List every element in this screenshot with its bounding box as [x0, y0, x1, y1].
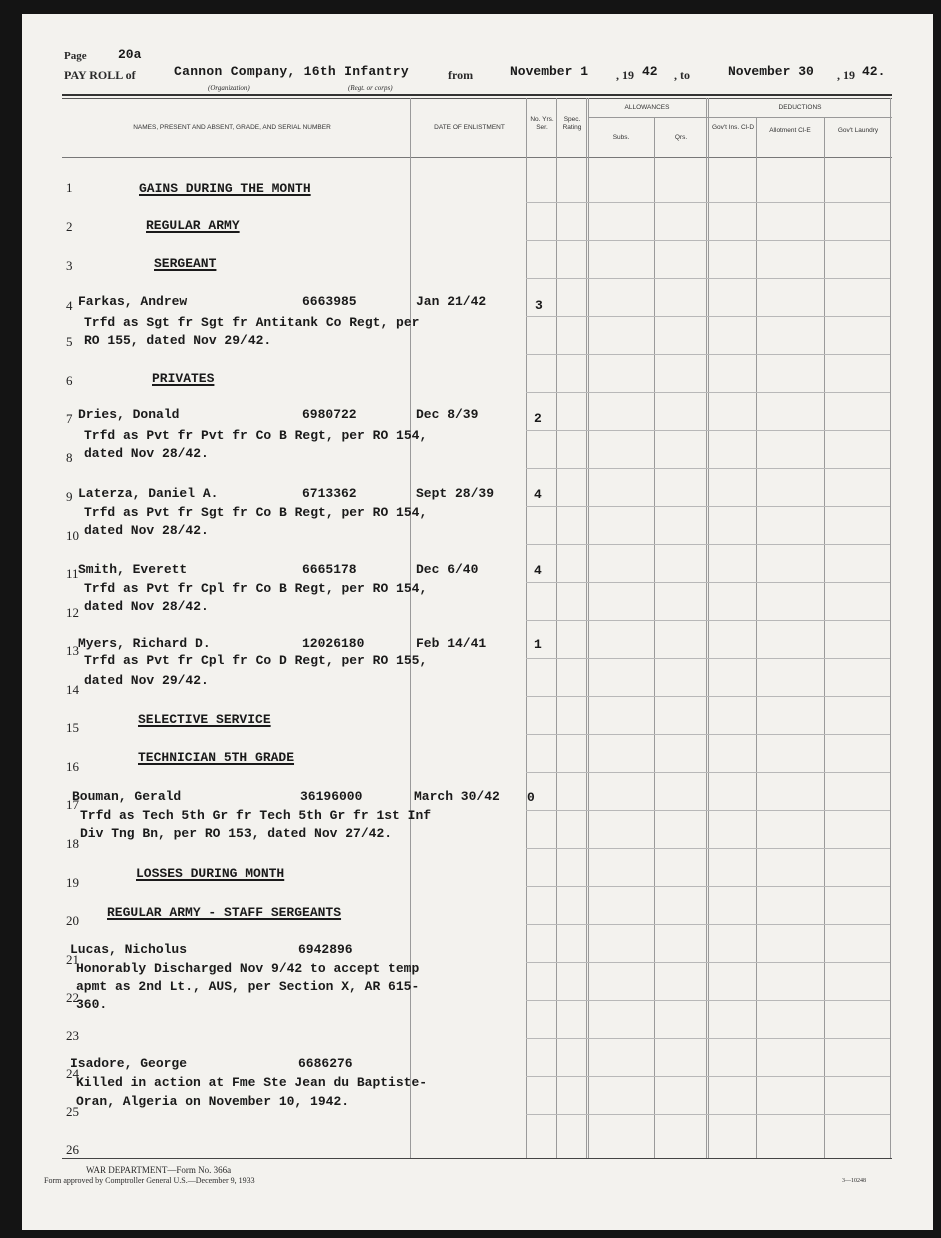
entry-serial: 6980722	[302, 407, 357, 422]
col-line	[588, 98, 589, 1158]
col-line	[708, 98, 709, 1158]
row-number: 16	[66, 759, 79, 774]
row-number: 19	[66, 875, 79, 890]
col-allowances-header: ALLOWANCES	[624, 104, 670, 111]
entry-serial: 6942896	[298, 942, 353, 957]
to-date: November 30	[728, 64, 814, 79]
entry-enlistment-date: Dec 8/39	[416, 407, 479, 422]
entry-remark: Trfd as Pvt fr Cpl fr Co B Regt, per RO 154,	[84, 581, 428, 596]
form-approval: Form approved by Comptroller General U.S.—December 9, 1933	[44, 1176, 255, 1185]
row-number: 24	[66, 1066, 79, 1081]
row-number: 26	[66, 1142, 79, 1157]
entry-remark: dated Nov 28/42.	[84, 523, 209, 538]
entry-remark: Trfd as Pvt fr Cpl fr Co D Regt, per RO 155,	[84, 653, 428, 668]
col-line	[586, 98, 587, 1158]
from-label: from	[448, 68, 474, 82]
row-number: 3	[66, 258, 73, 273]
entry-name: Bouman, Gerald	[72, 789, 182, 804]
entry-years: 1	[534, 637, 542, 652]
col-names-header: NAMES, PRESENT AND ABSENT, GRADE, AND SERIAL NUMBER	[133, 124, 331, 131]
entry-serial: 6686276	[298, 1056, 353, 1071]
row-number: 4	[66, 298, 73, 313]
entry-name: Smith, Everett	[78, 562, 188, 577]
entry-remark: Trfd as Tech 5th Gr fr Tech 5th Gr fr 1st Inf	[80, 808, 432, 823]
page-label: Page	[64, 50, 87, 62]
regt-sublabel: (Regt. or corps)	[348, 84, 393, 92]
entry-remark: Trfd as Pvt fr Pvt fr Co B Regt, per RO 154,	[84, 428, 428, 443]
col-line	[410, 98, 411, 1158]
row-number: 10	[66, 528, 79, 543]
entry-remark: Div Tng Bn, per RO 153, dated Nov 27/42.	[80, 826, 393, 841]
row-number: 1	[66, 180, 73, 195]
entry-serial: 36196000	[300, 789, 363, 804]
row-number: 22	[66, 990, 79, 1005]
row-number: 2	[66, 219, 73, 234]
header-bottom-rule	[62, 157, 892, 158]
section-heading: LOSSES DURING MONTH	[136, 866, 285, 881]
row-number: 12	[66, 605, 79, 620]
entry-remark: Oran, Algeria on November 10, 1942.	[76, 1094, 350, 1109]
section-heading: PRIVATES	[152, 371, 215, 386]
entry-name: Myers, Richard D.	[78, 636, 211, 651]
page-number: 20a	[118, 47, 142, 62]
row-number: 9	[66, 489, 73, 504]
row-number: 6	[66, 373, 73, 388]
col-govt-ins-header: Gov't Ins. Cl-D	[711, 124, 755, 131]
form-number: WAR DEPARTMENT—Form No. 366a	[86, 1165, 232, 1175]
payroll-sheet	[22, 14, 933, 1230]
form-code: 3—10248	[842, 1178, 866, 1184]
col-yrs-header: No. Yrs. Ser.	[530, 116, 554, 131]
entry-name: Farkas, Andrew	[78, 294, 188, 309]
col-qrs-header: Qrs.	[674, 134, 688, 141]
entry-remark: dated Nov 29/42.	[84, 673, 209, 688]
entry-enlistment-date: Sept 28/39	[416, 486, 495, 501]
col-spec-header: Spec. Rating	[562, 116, 582, 131]
col-line	[706, 98, 707, 1158]
col-line	[556, 98, 557, 1158]
col-line	[756, 118, 757, 1158]
organization: Cannon Company, 16th Infantry	[174, 64, 409, 79]
payroll-title: PAY ROLL of	[64, 68, 136, 82]
entry-remark: 360.	[76, 997, 108, 1012]
section-heading: GAINS DURING THE MONTH	[139, 181, 311, 196]
from-date: November 1	[510, 64, 589, 79]
section-heading: TECHNICIAN 5TH GRADE	[138, 750, 295, 765]
entry-name: Laterza, Daniel A.	[78, 486, 219, 501]
entry-enlistment-date: Dec 6/40	[416, 562, 479, 577]
entry-enlistment-date: Feb 14/41	[416, 636, 487, 651]
col-line	[824, 118, 825, 1158]
col-line	[654, 118, 655, 1158]
organization-sublabel: (Organization)	[208, 84, 250, 92]
entry-years: 2	[534, 411, 542, 426]
row-number: 23	[66, 1028, 79, 1043]
row-number: 14	[66, 682, 79, 697]
entry-years: 3	[535, 298, 543, 313]
entry-remark: Honorably Discharged Nov 9/42 to accept temp	[76, 961, 420, 976]
entry-remark: Killed in action at Fme Ste Jean du Baptiste-	[76, 1075, 428, 1090]
entry-name: Dries, Donald	[78, 407, 180, 422]
entry-years: 4	[534, 563, 542, 578]
allowances-divider	[588, 117, 892, 118]
section-heading: REGULAR ARMY - STAFF SERGEANTS	[107, 905, 342, 920]
row-number: 13	[66, 643, 79, 658]
col-allotment-header: Allotment Cl-E	[769, 127, 811, 134]
entry-serial: 6663985	[302, 294, 357, 309]
row-number: 21	[66, 952, 79, 967]
row-number: 11	[66, 566, 79, 581]
row-number: 5	[66, 334, 73, 349]
year-prefix-1: , 19	[616, 68, 634, 82]
entry-serial: 6665178	[302, 562, 357, 577]
header-rule	[62, 94, 892, 96]
entry-serial: 6713362	[302, 486, 357, 501]
row-number: 17	[66, 797, 79, 812]
row-number: 7	[66, 411, 73, 426]
row-number: 18	[66, 836, 79, 851]
entry-years: 4	[534, 487, 542, 502]
table-bottom-rule	[62, 1158, 892, 1159]
entry-remark: Trfd as Sgt fr Sgt fr Antitank Co Regt, per	[84, 315, 420, 330]
entry-enlistment-date: Jan 21/42	[416, 294, 487, 309]
entry-remark: dated Nov 28/42.	[84, 446, 209, 461]
year-2: 42.	[862, 64, 886, 79]
col-laundry-header: Gov't Laundry	[837, 127, 879, 134]
header-rule-2	[62, 98, 892, 99]
row-number: 25	[66, 1104, 79, 1119]
entry-remark: apmt as 2nd Lt., AUS, per Section X, AR 615-	[76, 979, 420, 994]
section-heading: SELECTIVE SERVICE	[138, 712, 271, 727]
entry-remark: Trfd as Pvt fr Sgt fr Co B Regt, per RO 154,	[84, 505, 428, 520]
col-line	[526, 98, 527, 1158]
entry-enlistment-date: March 30/42	[414, 789, 500, 804]
entry-serial: 12026180	[302, 636, 365, 651]
col-subs-header: Subs.	[612, 134, 630, 141]
col-deductions-header: DEDUCTIONS	[778, 104, 822, 111]
entry-years: 0	[527, 790, 535, 805]
year-prefix-2: , 19	[837, 68, 855, 82]
year-1: 42	[642, 64, 658, 79]
col-line	[890, 98, 891, 1158]
entry-name: Lucas, Nicholus	[70, 942, 188, 957]
entry-remark: RO 155, dated Nov 29/42.	[84, 333, 272, 348]
row-number: 20	[66, 913, 79, 928]
entry-name: Isadore, George	[70, 1056, 188, 1071]
row-number: 15	[66, 720, 79, 735]
to-label: , to	[674, 68, 690, 82]
section-heading: SERGEANT	[154, 256, 217, 271]
row-number: 8	[66, 450, 73, 465]
section-heading: REGULAR ARMY	[146, 218, 240, 233]
entry-remark: dated Nov 28/42.	[84, 599, 209, 614]
col-enlistment-header: DATE OF ENLISTMENT	[434, 124, 505, 131]
